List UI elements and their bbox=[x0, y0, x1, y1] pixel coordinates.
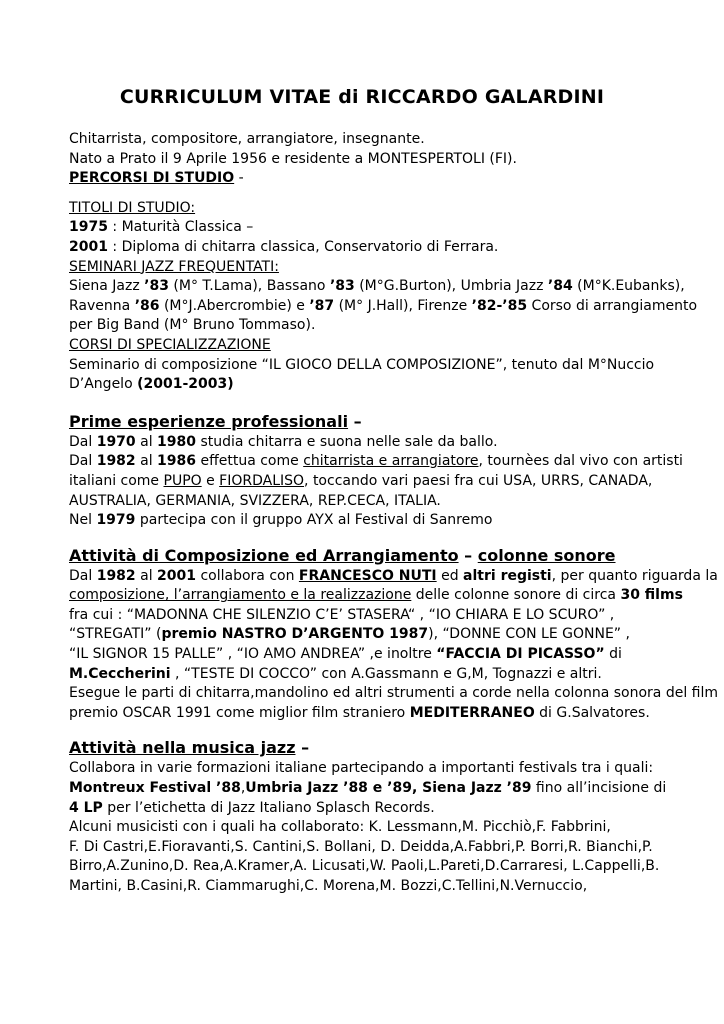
seminari-line-3: per Big Band (M° Bruno Tommaso). bbox=[69, 317, 316, 334]
text-run: Montreux Festival ’88 bbox=[69, 780, 241, 797]
jazz-line-1: Collabora in varie formazioni italiane partecipando a importanti festivals tra i quali: bbox=[69, 760, 654, 777]
text-run: ’84 bbox=[547, 278, 573, 295]
text-run: collabora con bbox=[196, 567, 299, 584]
titolo-2-year: 2001 bbox=[69, 238, 108, 255]
cv-document bbox=[69, 86, 719, 897]
text-run: PUPO bbox=[163, 472, 202, 489]
composizione-line-7: Esegue le parti di chitarra,mandolino ed altri strumenti a corde nella colonna sonora del film bbox=[69, 685, 719, 702]
corsi-line-2 bbox=[69, 375, 699, 395]
text-run: (M°G.Burton), Umbria Jazz bbox=[354, 278, 548, 295]
text-run: FRANCESCO NUTI bbox=[298, 567, 437, 584]
prime-line-4: AUSTRALIA, GERMANIA, SVIZZERA, REP.CECA, ITALIA. bbox=[69, 492, 441, 509]
text-run: premio NASTRO D’ARGENTO 1987 bbox=[161, 626, 429, 643]
text-run: per l’etichetta di Jazz Italiano Splasch Records. bbox=[102, 799, 435, 816]
text-run: Siena Jazz bbox=[69, 278, 145, 295]
text-run: Nel bbox=[69, 512, 97, 529]
composizione-heading-dash: – bbox=[458, 545, 478, 565]
composizione-line-6 bbox=[69, 665, 699, 685]
titolo-2 bbox=[69, 238, 699, 258]
text-run: (M° T.Lama), Bassano bbox=[168, 278, 330, 295]
intro-birth: Nato a Prato il 9 Aprile 1956 e residente a MONTESPERTOLI (FI). bbox=[69, 150, 517, 167]
composizione-line-3: fra cui : “MADONNA CHE SILENZIO C’E’ STASERA“ , “IO CHIARA E LO SCURO” , bbox=[69, 606, 615, 623]
percorsi-label: PERCORSI DI STUDIO bbox=[69, 170, 235, 187]
text-run: 4 LP bbox=[69, 799, 103, 816]
text-run: ’82-’85 bbox=[471, 297, 528, 314]
text-run: ’86 bbox=[134, 297, 160, 314]
titolo-1 bbox=[69, 218, 699, 238]
text-run: FIORDALISO bbox=[219, 472, 305, 489]
jazz-line-5: F. Di Castri,E.Fioravanti,S. Cantini,S. Bollani, D. Deidda,A.Fabbri,P. Borri,R. Bianchi,P. bbox=[69, 838, 653, 855]
intro-profession: Chitarrista, compositore, arrangiatore, insegnante. bbox=[69, 131, 425, 147]
corsi-line-1: Seminario di composizione “IL GIOCO DELLA COMPOSIZIONE”, tenuto dal M°Nuccio bbox=[69, 356, 655, 373]
text-run: 1986 bbox=[157, 453, 197, 470]
text-run: di G.Salvatores. bbox=[534, 704, 650, 721]
composizione-line-1 bbox=[69, 567, 718, 587]
text-run: al bbox=[135, 567, 158, 584]
text-run: di bbox=[604, 646, 622, 663]
text-run: ), “DONNE CON LE GONNE” , bbox=[428, 626, 630, 643]
text-run: , toccando vari paesi fra cui USA, URRS, CANADA, bbox=[304, 472, 653, 489]
text-run: al bbox=[135, 433, 158, 450]
text-run: effettua come bbox=[196, 453, 304, 470]
text-run: 1979 bbox=[96, 512, 136, 529]
prime-line-3 bbox=[69, 472, 699, 492]
corsi-heading: CORSI DI SPECIALIZZAZIONE bbox=[69, 336, 271, 353]
text-run: , per quanto riguarda la bbox=[551, 567, 718, 584]
text-run: altri registi bbox=[463, 567, 552, 584]
titoli-heading: TITOLI DI STUDIO: bbox=[69, 199, 196, 216]
text-run: 30 films bbox=[620, 587, 683, 604]
composizione-line-8 bbox=[69, 704, 699, 724]
text-run: ’83 bbox=[144, 278, 169, 295]
composizione-heading-b: colonne sonore bbox=[477, 545, 616, 565]
text-run: Umbria Jazz ’88 e ’89, Siena Jazz ’89 bbox=[245, 780, 532, 797]
text-run: M.Ceccherini bbox=[69, 665, 171, 682]
jazz-heading-dash: – bbox=[295, 738, 310, 758]
text-run: (M° J.Hall), Firenze bbox=[334, 297, 472, 314]
text-run: e bbox=[201, 472, 220, 489]
prime-heading-dash: – bbox=[348, 411, 362, 431]
jazz-line-6: Birro,A.Zunino,D. Rea,A.Kramer,A. Licusati,W. Paoli,L.Pareti,D.Carraresi, L.Cappelli,B. bbox=[69, 858, 660, 875]
text-run: studia chitarra e suona nelle sale da ballo. bbox=[196, 433, 498, 450]
jazz-heading-text: Attività nella musica jazz bbox=[69, 738, 296, 758]
percorsi-dash: - bbox=[234, 170, 244, 187]
page-title: CURRICULUM VITAE di RICCARDO GALARDINI bbox=[119, 86, 605, 108]
text-run: 1982 bbox=[96, 453, 136, 470]
percorsi-line bbox=[69, 169, 699, 189]
seminari-line-1 bbox=[69, 277, 699, 297]
text-run: , bbox=[240, 780, 246, 797]
text-run: ’83 bbox=[329, 278, 355, 295]
text-run: MEDITERRANEO bbox=[409, 704, 535, 721]
prime-line-5 bbox=[69, 511, 699, 531]
prime-line-1 bbox=[69, 433, 699, 453]
text-run: ed bbox=[436, 567, 464, 584]
text-run: fino all’incisione di bbox=[531, 780, 667, 797]
jazz-line-4: Alcuni musicisti con i quali ha collaborato: K. Lessmann,M. Picchiò,F. Fabbrini, bbox=[69, 819, 611, 836]
text-run: 2001 bbox=[157, 567, 197, 584]
text-run: “IL SIGNOR 15 PALLE” , “IO AMO ANDREA” ,e inoltre bbox=[69, 646, 437, 663]
text-run: italiani come bbox=[69, 472, 164, 489]
text-run: 1980 bbox=[157, 433, 197, 450]
seminari-line-2 bbox=[69, 297, 699, 317]
jazz-line-3 bbox=[69, 799, 699, 819]
corsi-years: (2001-2003) bbox=[137, 376, 234, 393]
composizione-line-5 bbox=[69, 645, 699, 665]
text-run: premio OSCAR 1991 come miglior film straniero bbox=[69, 704, 410, 721]
text-run: Dal bbox=[69, 433, 97, 450]
text-run: 1982 bbox=[96, 567, 136, 584]
jazz-line-7: Martini, B.Casini,R. Ciammarughi,C. Morena,M. Bozzi,C.Tellini,N.Vernuccio, bbox=[69, 878, 588, 894]
jazz-line-2 bbox=[69, 779, 699, 799]
seminari-heading: SEMINARI JAZZ FREQUENTATI: bbox=[69, 258, 279, 275]
titolo-1-year: 1975 bbox=[69, 219, 108, 236]
prime-heading bbox=[69, 411, 699, 433]
jazz-heading bbox=[69, 737, 699, 759]
text-run: Dal bbox=[69, 567, 97, 584]
prime-heading-text: Prime esperienze professionali bbox=[69, 411, 349, 431]
corsi-line-2-text: D’Angelo bbox=[69, 376, 138, 393]
text-run: “FACCIA DI PICASSO” bbox=[436, 646, 605, 663]
text-run: (M°K.Eubanks), bbox=[572, 278, 685, 295]
text-run: , tournèes dal vivo con artisti bbox=[478, 453, 683, 470]
text-run: delle colonne sonore di circa bbox=[411, 587, 621, 604]
text-run: partecipa con il gruppo AYX al Festival di Sanremo bbox=[135, 512, 493, 529]
text-run: 1970 bbox=[96, 433, 136, 450]
text-run: Corso di arrangiamento bbox=[527, 297, 698, 314]
titolo-2-text: : Diploma di chitarra classica, Conservatorio di Ferrara. bbox=[107, 238, 499, 255]
text-run: composizione, l’arrangiamento e la realizzazione bbox=[69, 587, 412, 604]
text-run: , “TESTE DI COCCO” con A.Gassmann e G,M, Tognazzi e altri. bbox=[170, 665, 602, 682]
text-run: “STREGATI” ( bbox=[69, 626, 162, 643]
titolo-1-text: : Maturità Classica – bbox=[107, 219, 254, 236]
text-run: chitarrista e arrangiatore bbox=[303, 453, 479, 470]
text-run: Ravenna bbox=[69, 297, 135, 314]
text-run: (M°J.Abercrombie) e bbox=[159, 297, 310, 314]
prime-line-2 bbox=[69, 452, 699, 472]
text-run: Dal bbox=[69, 453, 97, 470]
text-run: ’87 bbox=[309, 297, 335, 314]
composizione-line-4 bbox=[69, 625, 699, 645]
composizione-heading-a: Attività di Composizione ed Arrangiamento bbox=[69, 545, 459, 565]
composizione-line-2 bbox=[69, 586, 699, 606]
composizione-heading bbox=[69, 545, 699, 567]
text-run: al bbox=[135, 453, 158, 470]
